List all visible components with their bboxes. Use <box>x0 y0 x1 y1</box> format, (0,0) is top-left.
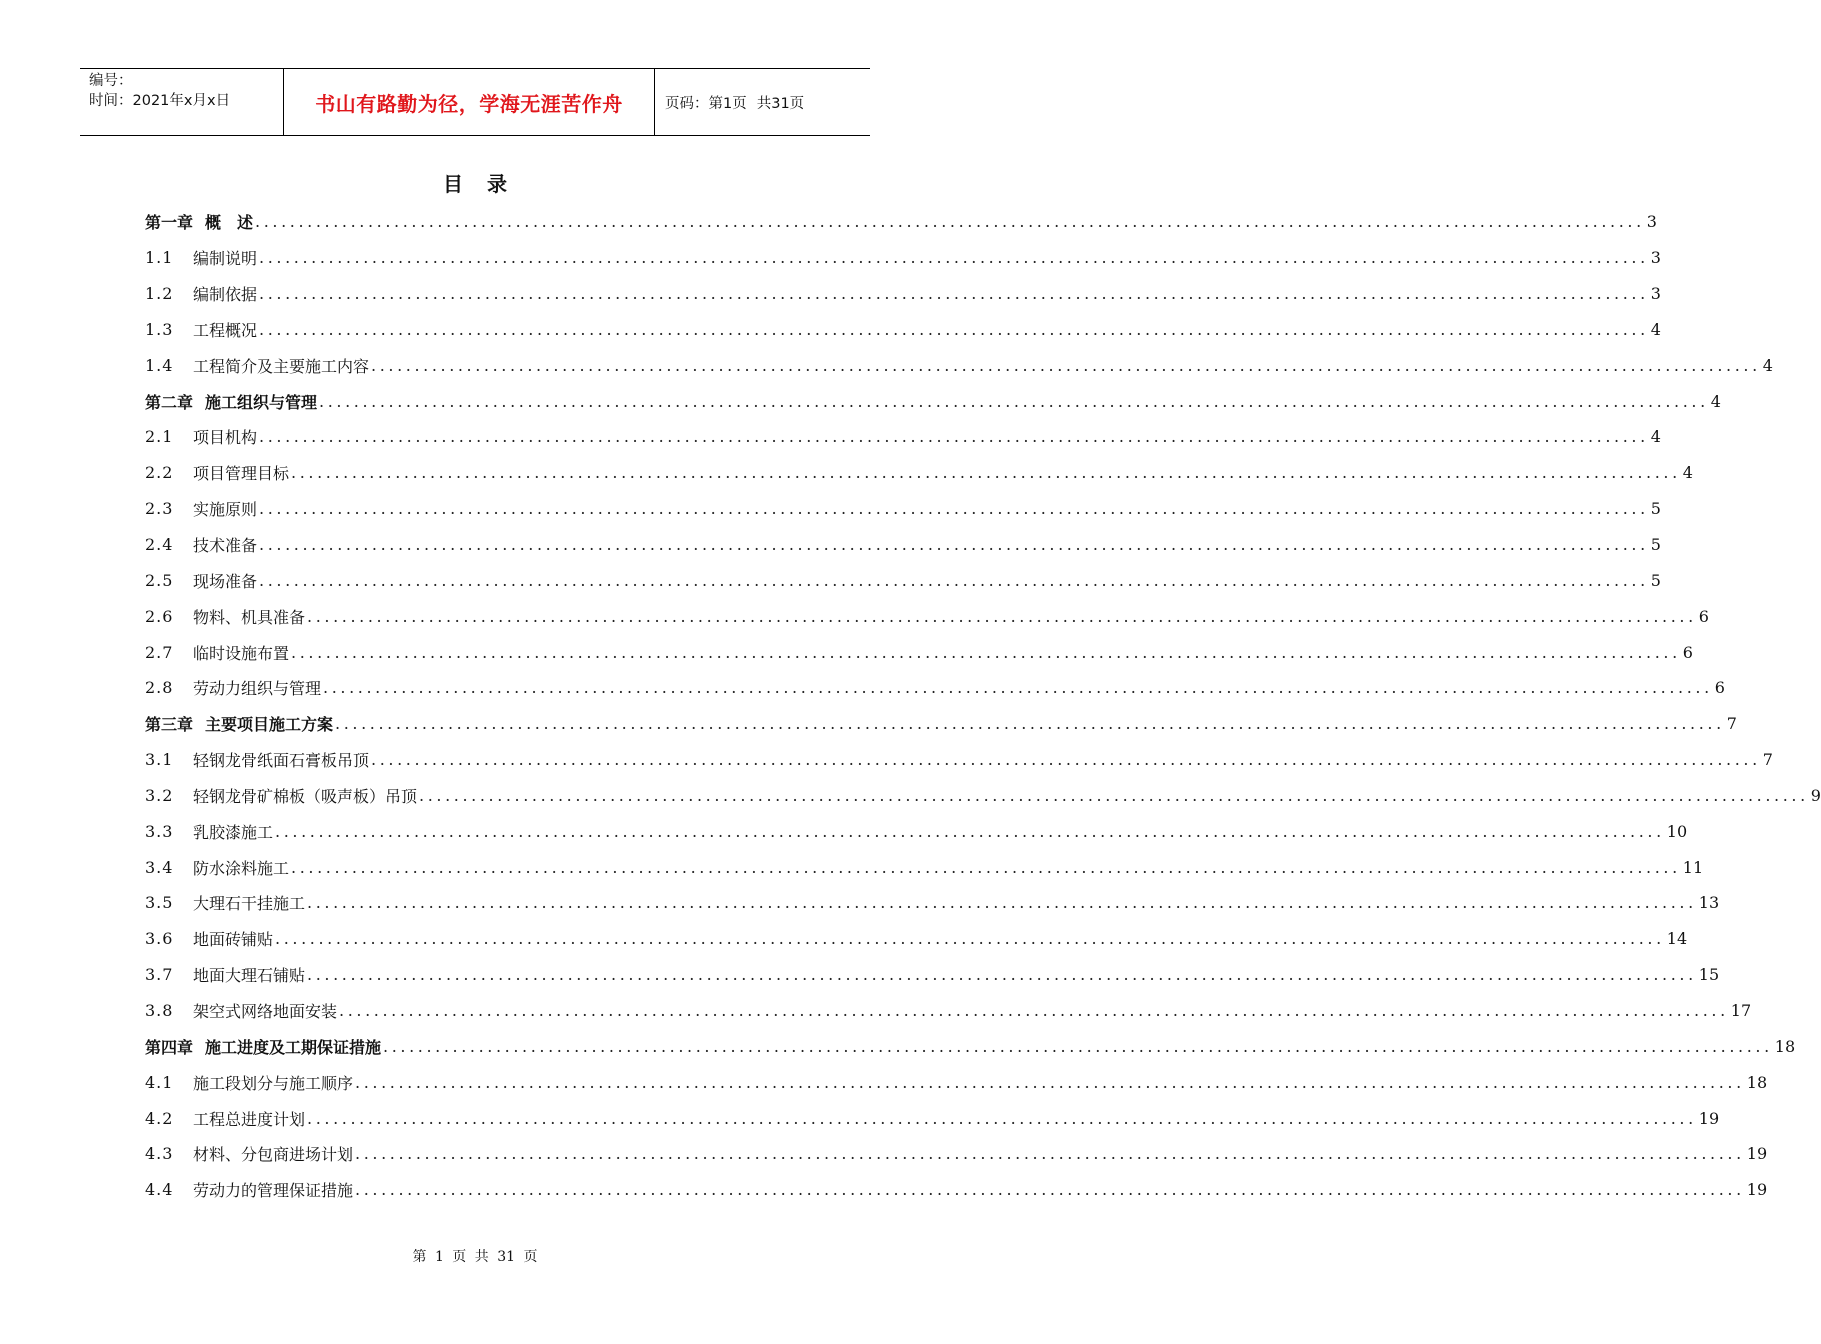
toc-entry-number: 2.5 <box>145 570 174 590</box>
toc-entry-number: 3.2 <box>145 785 174 805</box>
toc-section-entry[interactable] <box>145 1100 1720 1136</box>
toc-entry-label: 概 述 <box>205 213 254 233</box>
toc-entry-page-number: 5 <box>1650 570 1661 590</box>
toc-entry-page-number: 6 <box>1682 642 1693 662</box>
document-header <box>80 68 870 136</box>
toc-entry-label: 编制说明 <box>193 249 258 269</box>
header-motto: 书山有路勤为径，学海无涯苦作舟 <box>283 69 655 135</box>
toc-chapter-entry[interactable] <box>145 1028 1796 1064</box>
toc-dot-leader: ................................................................................................................................................................ <box>307 1108 1697 1128</box>
toc-entry-number: 2.6 <box>145 606 174 626</box>
toc-entry-label: 项目管理目标 <box>193 464 290 484</box>
toc-entry-number: 3.5 <box>145 893 174 913</box>
header-total-label: 共31页 <box>756 95 805 112</box>
toc-entry-page-number: 4 <box>1682 463 1693 483</box>
toc-dot-leader: ................................................................................................................................................................ <box>259 319 1649 339</box>
toc-entry-number: 3.8 <box>145 1000 174 1020</box>
toc-entry-page-number: 19 <box>1746 1180 1768 1200</box>
toc-entry-label: 乳胶漆施工 <box>193 822 274 842</box>
toc-section-entry[interactable] <box>145 813 1688 849</box>
toc-entry-page-number: 4 <box>1650 319 1661 339</box>
toc-entry-number: 3.1 <box>145 750 174 770</box>
toc-entry-label: 工程总进度计划 <box>193 1109 306 1129</box>
toc-entry-label: 项目机构 <box>193 428 258 448</box>
toc-section-entry[interactable] <box>145 885 1720 921</box>
toc-entry-label: 工程简介及主要施工内容 <box>193 356 370 376</box>
toc-entry-label: 大理石干挂施工 <box>193 894 306 914</box>
toc-entry-number: 第四章 <box>145 1037 194 1057</box>
toc-entry-page-number: 4 <box>1710 391 1721 411</box>
toc-entry-label: 物料、机具准备 <box>193 607 306 627</box>
toc-entry-page-number: 19 <box>1698 1108 1720 1128</box>
toc-title: 目录 <box>443 172 531 196</box>
toc-section-entry[interactable] <box>145 849 1704 885</box>
toc-dot-leader: ................................................................................................................................................................ <box>307 606 1697 626</box>
toc-dot-leader: ................................................................................................................................................................ <box>319 391 1709 411</box>
toc-dot-leader: ................................................................................................................................................................ <box>259 570 1649 590</box>
toc-entry-page-number: 3 <box>1646 212 1657 232</box>
toc-section-entry[interactable] <box>145 347 1773 383</box>
toc-entry-number: 第一章 <box>145 213 194 233</box>
toc-section-entry[interactable] <box>145 276 1661 312</box>
toc-entry-page-number: 3 <box>1650 248 1661 268</box>
toc-section-entry[interactable] <box>145 634 1693 670</box>
toc-section-entry[interactable] <box>145 670 1725 706</box>
toc-section-entry[interactable] <box>145 419 1661 455</box>
toc-section-entry[interactable] <box>145 921 1688 957</box>
toc-entry-number: 4.1 <box>145 1072 174 1092</box>
toc-entry-number: 3.3 <box>145 821 174 841</box>
toc-entry-number: 2.2 <box>145 463 174 483</box>
toc-dot-leader: ................................................................................................................................................................ <box>275 929 1665 949</box>
toc-entry-page-number: 15 <box>1698 965 1720 985</box>
toc-dot-leader: ................................................................................................................................................................ <box>259 248 1649 268</box>
toc-entry-label: 临时设施布置 <box>193 643 290 663</box>
toc-entry-number: 2.7 <box>145 642 174 662</box>
document-number-label: 编号： <box>89 73 133 89</box>
document-time-label: 时间：2021年x月x日 <box>89 93 231 109</box>
toc-entry-number: 3.7 <box>145 965 174 985</box>
toc-entry-number: 2.1 <box>145 427 174 447</box>
toc-entry-page-number: 18 <box>1746 1072 1768 1092</box>
toc-entry-number: 2.4 <box>145 535 174 555</box>
toc-entry-number: 3.4 <box>145 857 174 877</box>
toc-dot-leader: ................................................................................................................................................................ <box>335 714 1725 734</box>
toc-section-entry[interactable] <box>145 778 1821 814</box>
toc-dot-leader: ................................................................................................................................................................ <box>259 535 1649 555</box>
toc-section-entry[interactable] <box>145 993 1752 1029</box>
toc-entry-label: 劳动力组织与管理 <box>193 679 322 699</box>
toc-section-entry[interactable] <box>145 455 1693 491</box>
toc-dot-leader: ................................................................................................................................................................ <box>259 427 1649 447</box>
toc-entry-label: 现场准备 <box>193 571 258 591</box>
toc-chapter-entry[interactable] <box>145 204 1657 240</box>
toc-dot-leader: ................................................................................................................................................................ <box>371 750 1761 770</box>
toc-entry-number: 第二章 <box>145 392 194 412</box>
toc-chapter-entry[interactable] <box>145 383 1721 419</box>
toc-entry-page-number: 18 <box>1774 1036 1796 1056</box>
toc-dot-leader: ................................................................................................................................................................ <box>323 678 1713 698</box>
table-of-contents <box>145 204 1821 1208</box>
toc-entry-page-number: 7 <box>1726 714 1737 734</box>
toc-entry-number: 3.6 <box>145 929 174 949</box>
toc-entry-number: 1.3 <box>145 319 174 339</box>
toc-entry-page-number: 3 <box>1650 284 1661 304</box>
toc-entry-number: 4.2 <box>145 1108 174 1128</box>
toc-entry-label: 轻钢龙骨纸面石膏板吊顶 <box>193 751 370 771</box>
toc-section-entry[interactable] <box>145 742 1773 778</box>
toc-entry-number: 1.1 <box>145 248 174 268</box>
header-meta-cell <box>80 69 283 135</box>
toc-chapter-entry[interactable] <box>145 706 1737 742</box>
header-page-cell <box>655 69 870 135</box>
toc-entry-page-number: 4 <box>1762 355 1773 375</box>
toc-dot-leader: ................................................................................................................................................................ <box>355 1144 1745 1164</box>
toc-dot-leader: ................................................................................................................................................................ <box>259 499 1649 519</box>
toc-entry-page-number: 5 <box>1650 499 1661 519</box>
toc-dot-leader: ................................................................................................................................................................ <box>307 893 1697 913</box>
toc-entry-number: 2.3 <box>145 499 174 519</box>
toc-entry-page-number: 6 <box>1698 606 1709 626</box>
toc-entry-page-number: 4 <box>1650 427 1661 447</box>
toc-entry-label: 实施原则 <box>193 500 258 520</box>
toc-dot-leader: ................................................................................................................................................................ <box>291 642 1681 662</box>
toc-dot-leader: ................................................................................................................................................................ <box>291 463 1681 483</box>
toc-entry-page-number: 5 <box>1650 535 1661 555</box>
toc-entry-number: 1.4 <box>145 355 174 375</box>
toc-section-entry[interactable] <box>145 562 1661 598</box>
toc-entry-page-number: 14 <box>1666 929 1688 949</box>
toc-entry-label: 主要项目施工方案 <box>205 715 334 735</box>
toc-entry-label: 技术准备 <box>193 536 258 556</box>
toc-section-entry[interactable] <box>145 1136 1768 1172</box>
toc-entry-label: 架空式网络地面安装 <box>193 1001 338 1021</box>
toc-entry-label: 防水涂料施工 <box>193 858 290 878</box>
toc-entry-page-number: 9 <box>1810 785 1821 805</box>
toc-entry-number: 4.4 <box>145 1180 174 1200</box>
toc-entry-label: 地面大理石铺贴 <box>193 966 306 986</box>
toc-entry-label: 轻钢龙骨矿棉板（吸声板）吊顶 <box>193 786 418 806</box>
toc-dot-leader: ................................................................................................................................................................ <box>307 965 1697 985</box>
toc-entry-page-number: 11 <box>1682 857 1704 877</box>
toc-entry-label: 编制依据 <box>193 285 258 305</box>
toc-entry-number: 第三章 <box>145 715 194 735</box>
toc-dot-leader: ................................................................................................................................................................ <box>371 355 1761 375</box>
toc-section-entry[interactable] <box>145 527 1661 563</box>
toc-dot-leader: ................................................................................................................................................................ <box>339 1000 1729 1020</box>
toc-entry-label: 劳动力的管理保证措施 <box>193 1181 354 1201</box>
toc-section-entry[interactable] <box>145 1172 1768 1208</box>
toc-section-entry[interactable] <box>145 957 1720 993</box>
toc-entry-label: 施工组织与管理 <box>205 392 318 412</box>
toc-dot-leader: ................................................................................................................................................................ <box>275 821 1665 841</box>
toc-entry-page-number: 10 <box>1666 821 1688 841</box>
toc-dot-leader: ................................................................................................................................................................ <box>259 284 1649 304</box>
toc-section-entry[interactable] <box>145 240 1661 276</box>
toc-section-entry[interactable] <box>145 312 1661 348</box>
toc-entry-page-number: 7 <box>1762 750 1773 770</box>
toc-dot-leader: ................................................................................................................................................................ <box>355 1072 1745 1092</box>
toc-entry-label: 材料、分包商进场计划 <box>193 1145 354 1165</box>
toc-entry-page-number: 19 <box>1746 1144 1768 1164</box>
page-footer: 第 1 页 共 31 页 <box>412 1249 538 1265</box>
toc-entry-page-number: 13 <box>1698 893 1720 913</box>
toc-entry-label: 工程概况 <box>193 320 258 340</box>
toc-entry-page-number: 6 <box>1714 678 1725 698</box>
toc-dot-leader: ................................................................................................................................................................ <box>355 1180 1745 1200</box>
toc-entry-label: 施工进度及工期保证措施 <box>205 1037 382 1057</box>
toc-dot-leader: ................................................................................................................................................................ <box>383 1036 1773 1056</box>
toc-entry-number: 1.2 <box>145 284 174 304</box>
toc-dot-leader: ................................................................................................................................................................ <box>419 785 1809 805</box>
toc-section-entry[interactable] <box>145 598 1709 634</box>
toc-entry-number: 2.8 <box>145 678 174 698</box>
toc-section-entry[interactable] <box>145 1064 1768 1100</box>
toc-entry-page-number: 17 <box>1730 1000 1752 1020</box>
toc-entry-number: 4.3 <box>145 1144 174 1164</box>
toc-dot-leader: ................................................................................................................................................................ <box>255 212 1645 232</box>
toc-entry-label: 施工段划分与施工顺序 <box>193 1073 354 1093</box>
toc-dot-leader: ................................................................................................................................................................ <box>291 857 1681 877</box>
toc-entry-label: 地面砖铺贴 <box>193 930 274 950</box>
header-page-label: 页码：第1页 <box>665 95 747 112</box>
toc-section-entry[interactable] <box>145 491 1661 527</box>
